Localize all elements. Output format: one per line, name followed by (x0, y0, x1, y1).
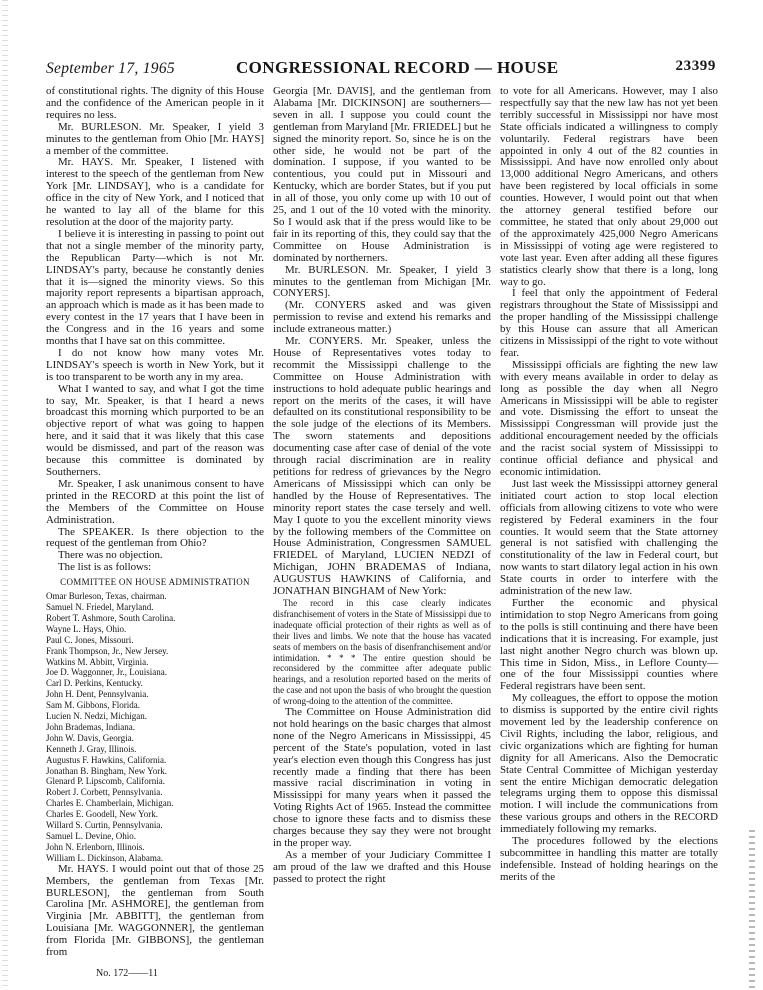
paragraph: Mr. Speaker, I ask unanimous consent to have printed in the RECORD at this point the list of the Members of the Committee on House Administration. (46, 477, 264, 526)
paragraph: The procedures followed by the elections subcommittee in handling this matter are totally indefensible. Instead of holding hearings on the merits of the (500, 835, 718, 883)
committee-member-list (46, 591, 264, 864)
list-item: Frank Thompson, Jr., New Jersey. (46, 645, 169, 656)
header-page-number: 23399 (675, 58, 716, 74)
list-item: Watkins M. Abbitt, Virginia. (46, 656, 149, 667)
list-item: Samuel N. Friedel, Maryland. (46, 601, 154, 612)
paragraph: Mississippi officials are fighting the new law with every means available in order to delay as long as possible the day when all Negro Americans in Mississippi will be able to register and vote. Dismissing the effort to unseat the Mississippi Congressman will provide just the additional encouragement needed by the officials and the racist social system of Mississippi to continue official defiance and physical and economic intimidation. (500, 358, 718, 478)
list-item: Charles E. Goodell, New York. (46, 809, 158, 820)
quote-paragraph: The record in this case clearly indicates disfranchisement of voters in the State of Mississippi due to inadequate official protection of their rights as well as of their lives and limbs. We note that the house has vacated seats of members on the basis of disenfranchisement and/or intimidation. * * * The entire question should be reconsidered by the committee after adequate public hearings, and a resolution reported based on the merits of the case and not upon the basis of who brought the question of wrong-doing to the attention of the committee. (273, 597, 491, 707)
list-item: Sam M. Gibbons, Florida. (46, 700, 141, 711)
list-item: Jonathan B. Bingham, New York. (46, 765, 167, 776)
committee-list-title: COMMITTEE ON HOUSE ADMINISTRATION (60, 577, 250, 588)
list-item: Willard S. Curtin, Pennsylvania. (46, 820, 163, 831)
header-title: CONGRESSIONAL RECORD — HOUSE (236, 58, 559, 77)
list-item: Carl D. Perkins, Kentucky. (46, 678, 143, 689)
list-item: Omar Burleson, Texas, chairman. (46, 591, 167, 602)
right-margin-marks (749, 830, 755, 990)
paragraph: I believe it is interesting in passing to point out that not a single member of the minority party, the Republican Party—which is not Mr. LINDSAY's party, because he constantly denies that it is—signed the minority views. So this majority report represents a bipartisan approach, an approach which is made as it has been made to every contest in the 17 years that I have been in the Congress and in the 16 years and some months that I have sat on this committee. (46, 227, 264, 348)
paragraph: There was no objection. (58, 549, 163, 562)
paragraph: Mr. HAYS. Mr. Speaker, I listened with interest to the speech of the gentleman from New York [Mr. LINDSAY], who is a candidate for office in the city of New York, and I noticed that he wanted to lay all of the blame for this resolution at the door of the majority party. (46, 156, 264, 228)
column-1 (46, 86, 264, 959)
paragraph: to vote for all Americans. However, may I also respectfully say that the new law has not yet been terribly successful in Mississippi nor have most State officials indicated a willingness to comply voluntarily. Federal registrars have been appointed in only 4 out of the 82 counties in Mississippi. And have now enrolled only about 13,000 additional Negro Americans, and others have been registered by local officials in some counties. However, I would point out that when the attorney general testified before our committee, he stated that only about 29,000 out of the approximately 425,000 Negro Americans in Mississippi of voting age were registered to vote last year. Even after adding all these figures statistics clearly show that there is a long, long way to go. (500, 85, 718, 288)
list-item: Paul C. Jones, Missouri. (46, 634, 134, 645)
paragraph: Further the economic and physical intimidation to stop Negro Americans from going to the polls is still continuing and there have been indications that it is increasing. For example, just last night another Negro church was blown up. This time in Sidon, Miss., in Leflore County—one of the four Mississippi counties where Federal registrars have been sent. (500, 596, 718, 693)
list-item: Glenard P. Lipscomb, California. (46, 776, 165, 787)
quoted-minority-views (273, 598, 491, 707)
paragraph: Mr. BURLESON. Mr. Speaker, I yield 3 minutes to the gentleman from Michigan [Mr. CONYERS]. (273, 263, 491, 300)
list-item: Joe D. Waggonner, Jr., Louisiana. (46, 667, 167, 678)
column-2 (273, 86, 491, 886)
list-item: Samuel L. Devine, Ohio. (46, 831, 136, 841)
paragraph: The SPEAKER. Is there objection to the request of the gentleman from Ohio? (46, 525, 264, 550)
list-item: John H. Dent, Pennsylvania. (46, 689, 149, 700)
paragraph: The Committee on House Administration did not hold hearings on the basic charges that almost none of the Negro Americans in Mississippi, 45 percent of the State's population, voted in last year's election even though this Congress has just recently made a finding that there has been massive racial discrimination in voting in Mississippi for many years when it passed the Voting Rights Act of 1965. Instead the committee chose to ignore these facts and to dismiss these charges because they say they were not brought in the proper way. (273, 706, 491, 849)
list-item: Wayne L. Hays, Ohio. (46, 623, 127, 634)
paragraph: Mr. HAYS. I would point out that of those 25 Members, the gentleman from Texas [Mr. BURLESON], the gentleman from South Carolina [Mr. ASHMORE], the gentleman from Virginia [Mr. ABBITT], the gentleman from Louisiana [Mr. WAGGONNER], the gentleman from Florida [Mr. GIBBONS], the gentleman from (46, 862, 264, 959)
paragraph: I feel that only the appointment of Federal registrars throughout the State of Mississippi and the proper handling of the Mississippi challenge by this House can assure that all American citizens in Mississippi of the right to vote without fear. (500, 287, 718, 359)
list-item: John N. Erlenborn, Illinois. (46, 841, 145, 852)
list-item: Augustus F. Hawkins, California. (46, 754, 167, 765)
paragraph: The list is as follows: (58, 561, 152, 574)
page-header (46, 58, 716, 80)
list-item: Kenneth J. Gray, Illinois. (46, 743, 137, 754)
list-item: Robert T. Ashmore, South Carolina. (46, 612, 176, 623)
paragraph: As a member of your Judiciary Committee I am proud of the law we drafted and this House passed to protect the right (273, 848, 491, 885)
paragraph: Mr. BURLESON. Mr. Speaker, I yield 3 minutes to the gentleman from Ohio [Mr. HAYS] a member of the committee. (46, 120, 264, 157)
paragraph: Mr. CONYERS. Mr. Speaker, unless the House of Representatives votes today to recommit the Mississippi challenge to the Committee on House Administration with instructions to hold adequate public hearings and report on the merits of the cases, it will have defaulted on its constitutional responsibility to be the sole judge of the elections of its Members. The sworn statements and depositions documenting case after case of denial of the vote through racial discrimination are in reality petitions for redress of grievances by the Negro Americans of Mississippi which can only be handled by the House of Representatives. The minority report states the case tersely and well. May I quote to you the excellent minority views by the following members of the Committee on House Administration, Congressmen SAMUEL FRIEDEL of Maryland, LUCIEN NEDZI of Michigan, JOHN BRADEMAS of Indiana, AUGUSTUS HAWKINS of California, and JONATHAN BINGHAM of New York: (273, 335, 491, 598)
header-date: September 17, 1965 (46, 60, 175, 77)
list-item: John Brademas, Indiana. (46, 721, 135, 732)
left-margin-dots (2, 0, 8, 990)
paragraph: Georgia [Mr. DAVIS], and the gentleman from Alabama [Mr. DICKINSON] are southerners—seven in all. I suppose you could count the gentleman from Maryland [Mr. FRIEDEL] but he signed the minority report. So, since he is on the other side, he would not be part of the domination. I suppose, if you wanted to be contentious, you could put in Missouri and Kentucky, which are border States, but if you put in all of those, you only come up with 10 out of 25, and 1 out of the 10 voted with the minority. So I would ask that if the press would like to be fair in its reporting of this, they could say that the Committee on House Administration is dominated by northerners. (273, 85, 491, 264)
paragraph: (Mr. CONYERS asked and was given permission to revise and extend his remarks and include extraneous matter.) (273, 299, 491, 336)
list-item: John W. Davis, Georgia. (46, 732, 134, 743)
list-item: Charles E. Chamberlain, Michigan. (46, 798, 174, 809)
list-item: Robert J. Corbett, Pennsylvania. (46, 787, 163, 798)
paragraph: My colleagues, the effort to oppose the motion to dismiss is supported by the entire civil rights movement led by the leadership conference on Civil Rights, including the labor, religious, and civic organizations which are fighting for human dignity for all Americans. Also the Democratic State Central Committee of Michigan yesterday sent the entire Michigan democratic delegation telegrams urging them to oppose this dismissal motion. I will include the communications from these various groups and others in the RECORD immediately following my remarks. (500, 692, 718, 836)
footer-issue-number: No. 172——11 (96, 968, 158, 979)
paragraph: of constitutional rights. The dignity of this House and the confidence of the American people in it requires no less. (46, 85, 264, 121)
paragraph: Just last week the Mississippi attorney general initiated court action to stop local election officials from allowing citizens to vote who were registered by Federal examiners in the four counties. It would seem that the State attorney general is not satisfied with challenging the constitutionality of the law in Federal court, but now wants to start dilatory legal action in his own State courts in order to interfere with the administration of the new law. (500, 477, 718, 598)
list-item: Lucien N. Nedzi, Michigan. (46, 711, 147, 722)
column-3 (500, 86, 718, 884)
paragraph: I do not know how many votes Mr. LINDSAY's speech is worth in New York, but it is too transparent to be worth any in my area. (46, 346, 264, 383)
paragraph: What I wanted to say, and what I got the time to say, Mr. Speaker, is that I heard a news broadcast this morning which purported to be an objective report of what was going to happen here, and it said that it was likely that this case would be dismissed, and part of the reason was because this committee is dominated by Southerners. (46, 382, 264, 478)
list-item: William L. Dickinson, Alabama. (46, 852, 164, 863)
